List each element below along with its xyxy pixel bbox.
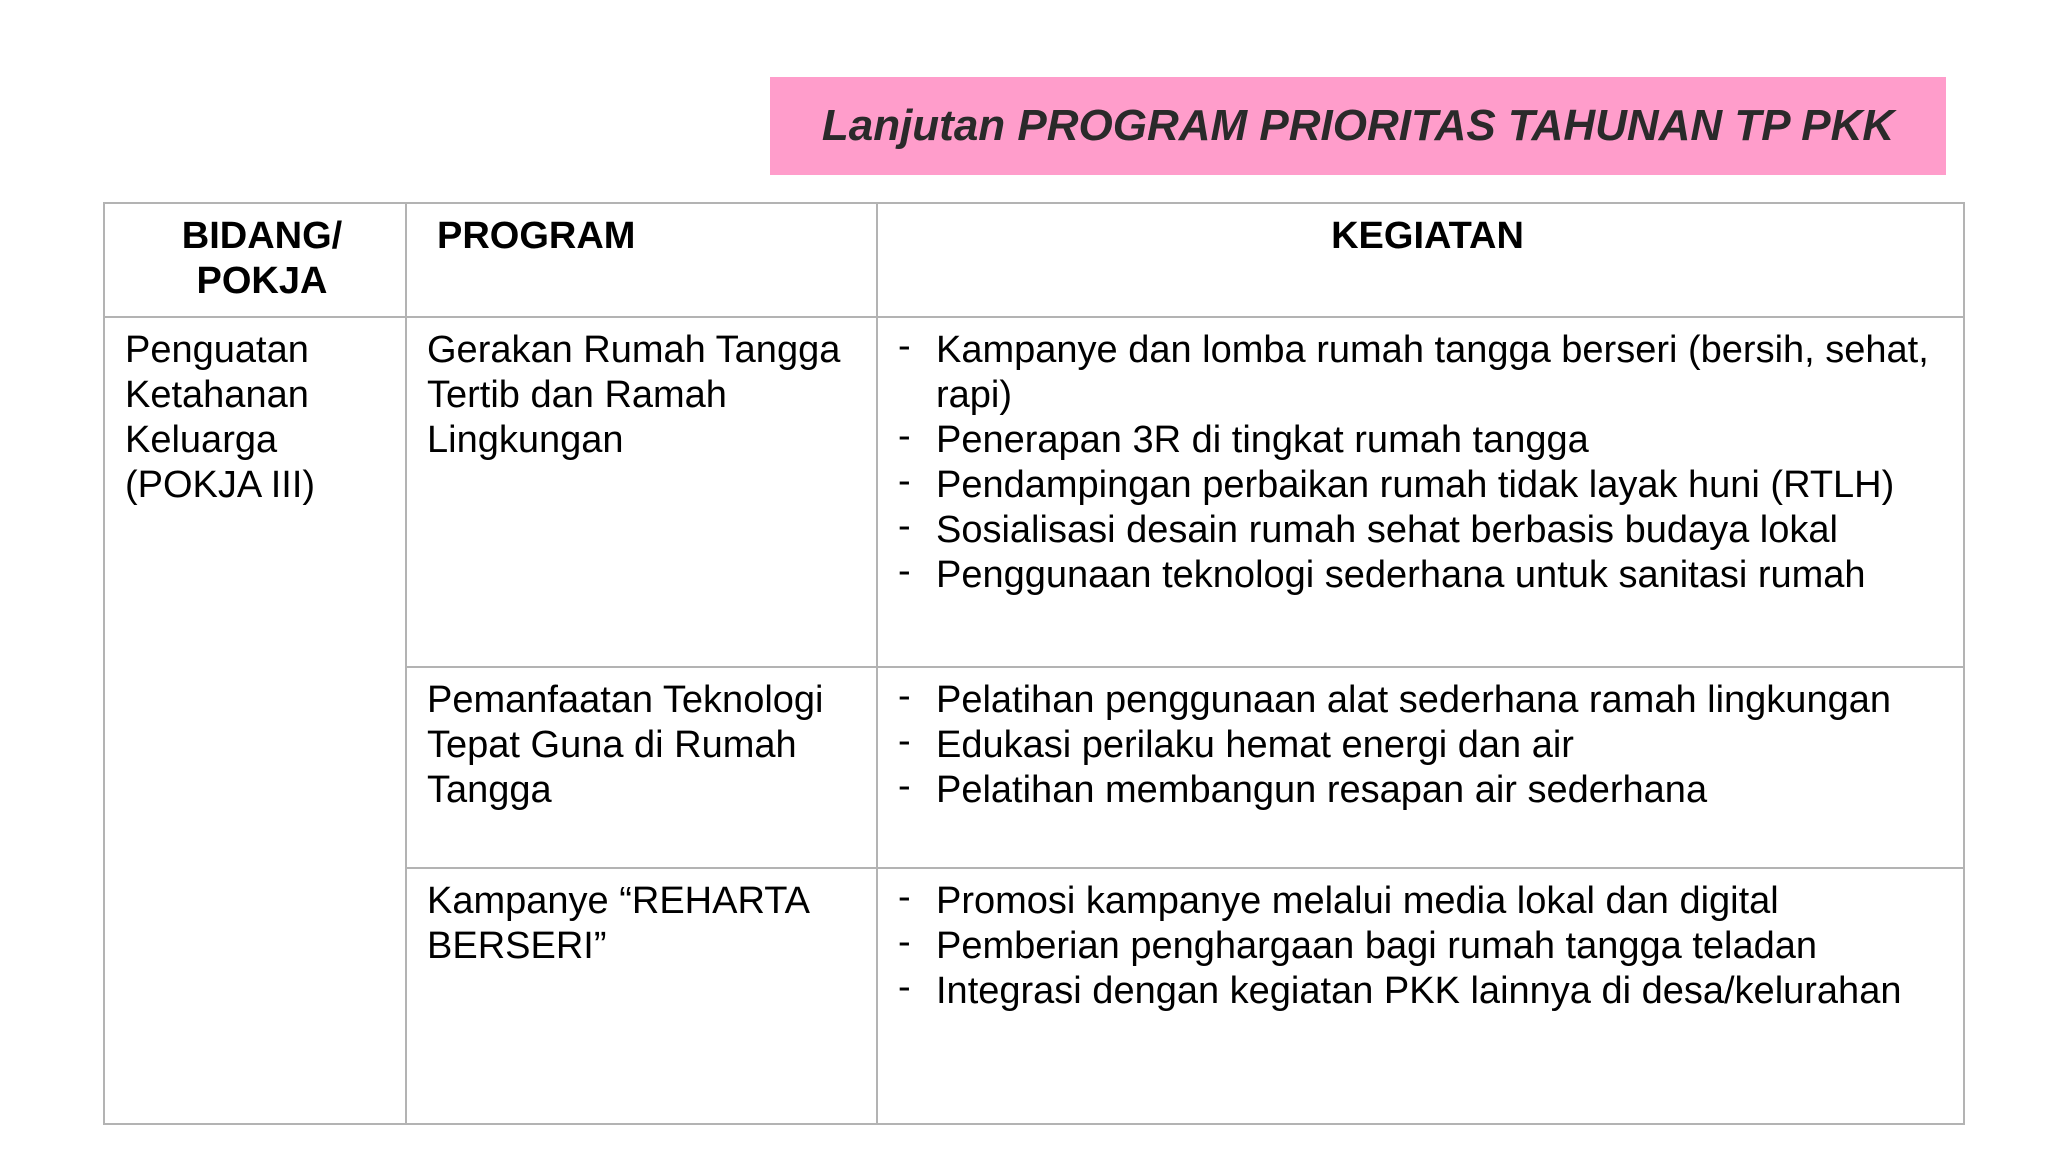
kegiatan-text: Integrasi dengan kegiatan PKK lainnya di desa/kelurahan <box>936 970 1902 1012</box>
kegiatan-text: Pelatihan penggunaan alat sederhana ramah lingkungan <box>936 679 1891 721</box>
bullet-dash: - <box>898 966 911 1008</box>
page-title: Lanjutan PROGRAM PRIORITAS TAHUNAN TP PKK <box>821 101 1895 150</box>
bullet-dash: - <box>898 460 911 502</box>
kegiatan-text: Pemberian penghargaan bagi rumah tangga teladan <box>936 925 1817 967</box>
bullet-dash: - <box>898 675 911 717</box>
kegiatan-text: Pelatihan membangun resapan air sederhana <box>936 769 1708 811</box>
kegiatan-item <box>898 460 1943 508</box>
kegiatan-text: Penggunaan teknologi sederhana untuk sanitasi rumah <box>936 554 1866 596</box>
kegiatan-text: Promosi kampanye melalui media lokal dan digital <box>936 880 1779 922</box>
kegiatan-cell <box>877 667 1964 868</box>
kegiatan-item <box>898 765 1943 813</box>
kegiatan-item <box>898 325 1943 418</box>
bullet-dash: - <box>898 876 911 918</box>
program-cell: Kampanye “REHARTA BERSERI” <box>406 868 877 1124</box>
kegiatan-item <box>898 966 1943 1014</box>
kegiatan-text: Penerapan 3R di tingkat rumah tangga <box>936 419 1589 461</box>
bullet-dash: - <box>898 415 911 457</box>
kegiatan-cell <box>877 317 1964 667</box>
kegiatan-text: Edukasi perilaku hemat energi dan air <box>936 724 1574 766</box>
bidang-cell: Penguatan Ketahanan Keluarga (POKJA III) <box>104 317 406 1124</box>
kegiatan-item <box>898 415 1943 463</box>
program-table <box>103 202 1965 1125</box>
bullet-dash: - <box>898 765 911 807</box>
kegiatan-cell <box>877 868 1964 1124</box>
program-cell: Gerakan Rumah Tangga Tertib dan Ramah Lingkungan <box>406 317 877 667</box>
kegiatan-list <box>898 675 1943 813</box>
kegiatan-item <box>898 720 1943 768</box>
table-header-row <box>104 203 1964 317</box>
kegiatan-item <box>898 675 1943 723</box>
title-banner <box>770 77 1946 175</box>
kegiatan-item <box>898 505 1943 553</box>
kegiatan-item <box>898 550 1943 598</box>
kegiatan-text: Pendampingan perbaikan rumah tidak layak huni (RTLH) <box>936 464 1895 506</box>
kegiatan-text: Kampanye dan lomba rumah tangga berseri (bersih, sehat, rapi) <box>936 329 1929 416</box>
kegiatan-list <box>898 325 1943 598</box>
bullet-dash: - <box>898 921 911 963</box>
program-cell: Pemanfaatan Teknologi Tepat Guna di Rumah Tangga <box>406 667 877 868</box>
table-row <box>104 317 1964 667</box>
bullet-dash: - <box>898 505 911 547</box>
header-kegiatan: KEGIATAN <box>877 203 1964 317</box>
kegiatan-list <box>898 876 1943 1014</box>
kegiatan-item <box>898 876 1943 924</box>
bullet-dash: - <box>898 325 911 367</box>
kegiatan-item <box>898 921 1943 969</box>
bullet-dash: - <box>898 550 911 592</box>
bullet-dash: - <box>898 720 911 762</box>
header-program: PROGRAM <box>406 203 877 317</box>
header-bidang: BIDANG/ POKJA <box>104 203 406 317</box>
kegiatan-text: Sosialisasi desain rumah sehat berbasis budaya lokal <box>936 509 1838 551</box>
